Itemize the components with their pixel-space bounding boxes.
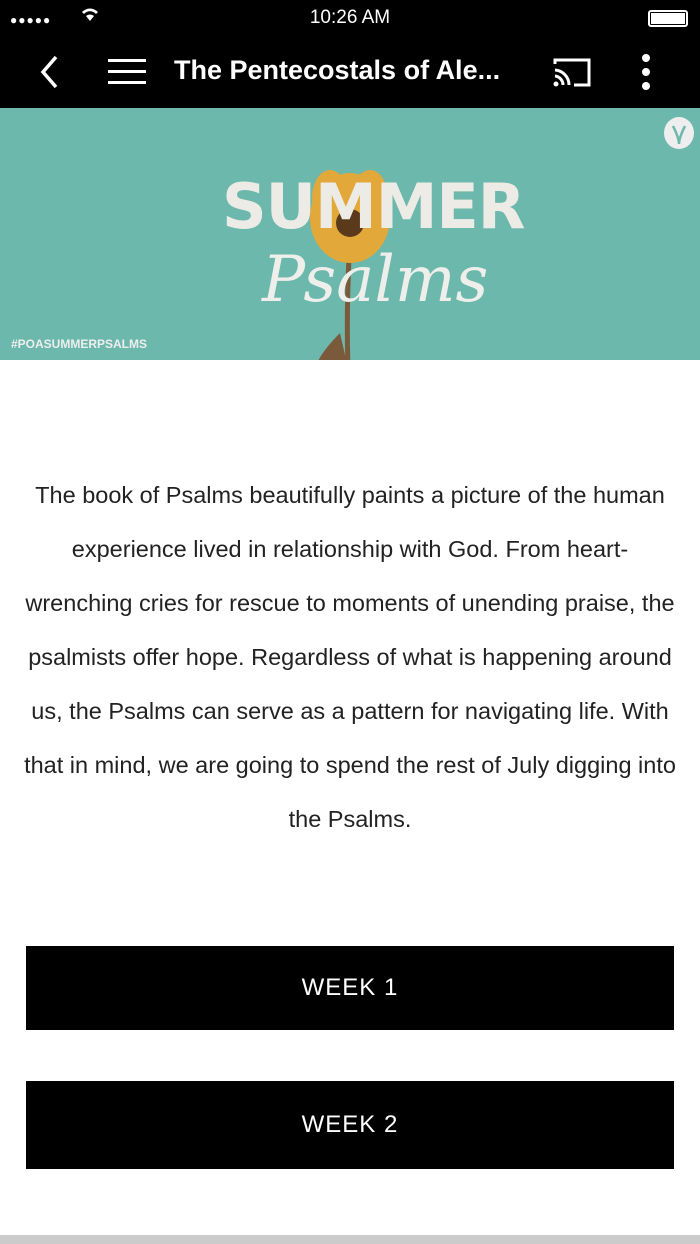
menu-icon[interactable]	[108, 58, 146, 91]
banner-hashtag: #POASUMMERPSALMS	[11, 337, 148, 351]
status-bar	[0, 0, 700, 36]
logo-icon	[663, 116, 695, 155]
status-time: 10:26 AM	[309, 7, 391, 28]
bottom-bar	[0, 1235, 700, 1244]
nav-bar	[0, 36, 700, 108]
page-title: The Pentecostals of Ale...	[174, 55, 501, 85]
banner-image	[0, 108, 700, 360]
week-2-button[interactable]: WEEK 2	[26, 1081, 674, 1169]
week-1-button[interactable]: WEEK 1	[26, 946, 674, 1030]
description-text: The book of Psalms beautifully paints a picture of the human experience lived in relationship with God. From heart-wrenching cries for rescue to moments of unending praise, the psalmists offer hope. Regardless of what is happening around us, the Psalms can serve as a pattern for navigating life. With that in mind, we are going to spend the rest of July digging into the Psalms.	[24, 482, 676, 832]
cast-icon[interactable]	[552, 56, 592, 93]
more-icon[interactable]	[640, 54, 652, 95]
wifi-icon	[80, 6, 100, 27]
banner-script: Psalms	[262, 243, 489, 317]
signal-icon: ●●●●●	[10, 13, 52, 27]
battery-icon	[648, 10, 688, 27]
banner-title: SUMMER	[222, 170, 525, 243]
back-icon[interactable]	[38, 54, 62, 95]
